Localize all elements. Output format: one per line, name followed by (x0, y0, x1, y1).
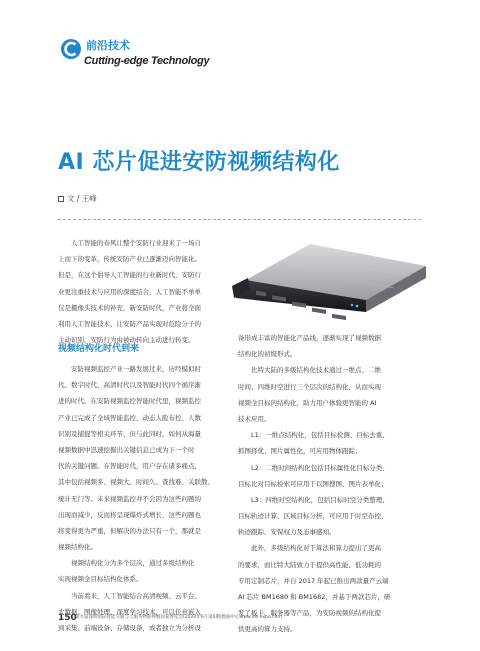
text-line: L1：一维点结构化，包括目标检测、目标去重、 (251, 431, 389, 440)
text-line: 安防视频监控产业一路发展过来，历经模拟时 (71, 365, 201, 373)
text-line: 视频结构化分为多个层次，通过多级结构化 (71, 559, 195, 568)
text-line: 大数据、图像处理、深度学习技术，可以任意嵌入 (58, 607, 201, 616)
text-line: 此外，多级结构化对于算法和算力提出了更高 (251, 544, 381, 553)
text-line: 实现视频全目标结构化体系。 (58, 575, 143, 584)
page-number: 150 (58, 613, 77, 623)
text-line: 备形成丰富的智能化产品线，逐渐实现了视频数据 (238, 334, 381, 342)
journal-footer: 第九届深圳国际智能交通与云服务物联网暨国家博览会(2020年6月第6期)数据中心www.ids-expo.com (75, 615, 282, 620)
text-line: 产业已完成了全域智能监控、动态人脸布控、人数 (58, 413, 201, 422)
text-line: 时间、四维时空进行三个层次的结构化，从而实现 (238, 382, 381, 391)
text-line: 进的时代。在安防视频监控智能时代里，视频监控 (58, 397, 201, 406)
text-line: 目标比对目标检索可应用于以图搜图、图片表单化； (238, 479, 388, 488)
text-line: 上而下的变革，传统安防产业已逐渐迈向智能化。 (58, 255, 201, 264)
text-line: 供更高的算力支持。 (238, 625, 297, 634)
text-line: 主动识别，安防行为由被动转向主动进行转变。 (58, 336, 195, 345)
text-line: 视频全目标的结构化，助力用户体验更智能的 AI (238, 398, 377, 407)
section-logo-icon (60, 38, 82, 60)
text-line: 代的关键问题。在智能时代，用户存在诸多痛点， (58, 462, 201, 471)
text-line: 但是，在这个倡导人工智能的行业新时代，安防行 (58, 271, 201, 280)
text-line: 代、数字时代、高清时代以及智能时代四个循序渐 (58, 381, 201, 390)
author-line (58, 194, 97, 204)
text-line: 视频数据中迅速挖掘出关键信息已成为下一个时 (58, 445, 195, 454)
text-line: 业更注重技术与应用的深度结合，人工智能不单单 (58, 287, 201, 296)
article-title: AI 芯片促进安防视频结构化 (58, 150, 340, 175)
text-line: 其中包括视频多、视频大、时间久、查找难、关联散、 (58, 478, 214, 487)
text-line: L3：四维时空结构化，包括目标时空分类整理、 (251, 495, 389, 504)
text-line: 目标轨迹计算、区域目标分析，可应用于时空布控、 (238, 512, 388, 521)
text-line: 出现而减少，反而将呈现爆炸式增长，这些问题也 (58, 510, 201, 519)
text-line: 结构化的初级形式。 (238, 350, 297, 359)
text-line: 视频结构化。 (58, 543, 97, 552)
text-line: 识别及捕捉等相关环节，但与此同时，如何从海量 (58, 429, 201, 438)
text-line: 轨迹跟踪、安保权力及态事感知。 (238, 528, 336, 537)
text-line: 将变得更为严重，但解决的办法只有一个，那就是 (58, 526, 201, 535)
text-line: 比特大陆的多级结构化技术通过一维点、二维 (251, 366, 381, 375)
text-line: 当前看来，人工智能结合高清视频、云平台、 (71, 591, 201, 600)
text-line: 技术应用。 (238, 414, 271, 423)
server-image (232, 238, 428, 320)
text-line: 专用定制芯片，并自 2017 年起已推出两款量产云端 (238, 576, 389, 585)
text-line: 发了板卡、服务器等产品，为安防视频的结构化提 (238, 609, 381, 618)
text-line: 统计无门等。未来视频监控并不会因为这些问题的 (58, 494, 201, 503)
intro-paragraph (58, 235, 228, 348)
text-line: L2：二维时间结构化包括目标属性化目标分类、 (251, 463, 389, 472)
title-divider (58, 219, 421, 220)
author-text: 文 / 王峰 (67, 194, 97, 203)
text-line: 抓图择优、图片属性化，可应用物体跟踪； (238, 447, 362, 456)
section-heading: 视频结构化时代到来 (58, 344, 140, 354)
body-paragraphs (58, 361, 228, 636)
text-line: 的要求，而比特大陆致力于提供高性能、低功耗的 (238, 560, 381, 569)
section-label: 前沿技术 (86, 39, 130, 52)
text-line: 仅是摄像头技术的补充，新安防时代，产业将全面 (58, 303, 201, 312)
right-column-text (238, 330, 412, 638)
text-line: 利用人工智能技术，让安防产品实现对危险分子的 (58, 319, 201, 328)
text-line: 人工智能的春风让整个安防行业迎来了一场自 (71, 239, 201, 247)
author-box-icon (58, 196, 64, 202)
section-label-english: Cutting-edge Technology (84, 55, 210, 67)
text-line: AI 芯片 BM1680 和 BM1682，并基于两款芯片，研 (238, 593, 391, 601)
text-line: 到采集、前端设备、存储设备，或者独立为分析设 (58, 624, 201, 632)
